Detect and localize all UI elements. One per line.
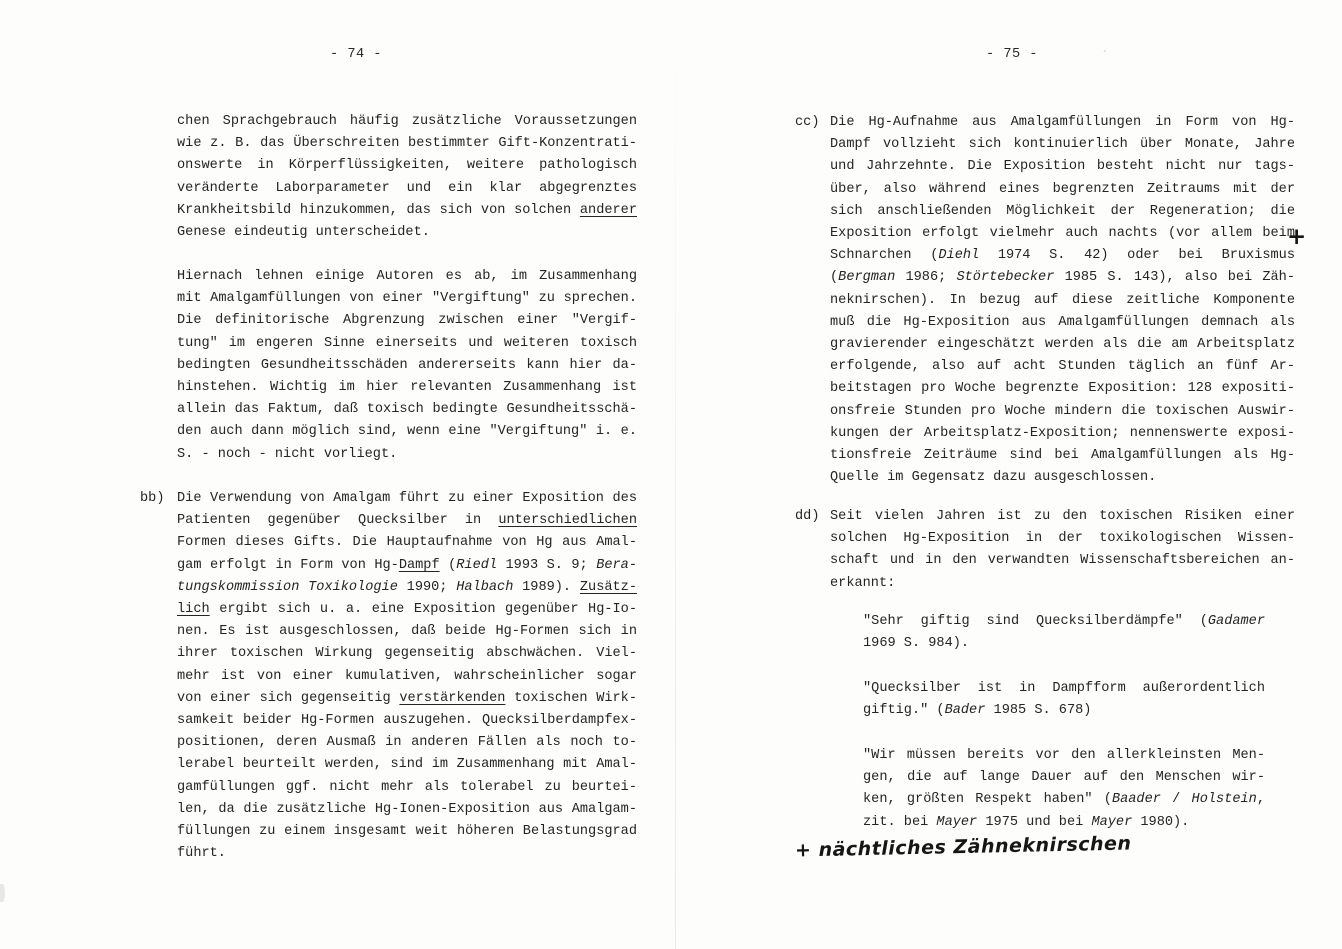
- text-line: den auch dann möglich sind, wenn eine "Vergiftung" i. e.: [177, 424, 637, 440]
- text-line: Genese eindeutig unterscheidet.: [177, 225, 430, 241]
- text-line: "Wir müssen bereits vor den allerkleinsten Men-: [863, 748, 1265, 763]
- text-line: 1969 S. 984).: [863, 636, 970, 652]
- text-line: chen Sprachgebrauch häufig zusätzliche Voraussetzungen: [177, 114, 637, 129]
- text-line: muß die Hg-Exposition aus Amalgamfüllungen demnach als: [830, 314, 1295, 330]
- text-line: schaft und in den verwandten Wissenschaftsbereichen an-: [830, 553, 1295, 569]
- text-line: giftig." (Bader 1985 S. 678): [863, 703, 1092, 719]
- text-line: Patienten gegenüber Quecksilber in unterschiedlichen: [177, 513, 637, 529]
- paragraph-label: dd): [795, 509, 820, 524]
- text-line: wie z. B. das Überschreiten bestimmter Gift-Konzentrati-: [177, 136, 637, 152]
- text-line: onsfreie Stunden pro Woche mindern die toxischen Auswir-: [830, 403, 1295, 419]
- text-line: onswerte in Körperflüssigkeiten, weitere pathologisch: [177, 158, 637, 174]
- page-number-75: - 75 -: [986, 47, 1038, 62]
- quote-bader: [863, 678, 1265, 722]
- paragraph-hiernach: [177, 266, 637, 466]
- text-line: positionen, deren Ausmaß in anderen Fällen als noch to-: [177, 735, 637, 751]
- text-line: über, also während eines begrenzten Zeitraums mit der: [830, 181, 1295, 197]
- text-line: füllungen zu einem insgesamt weit höheren Belastungsgrad: [177, 824, 637, 840]
- text-line: Hiernach lehnen einige Autoren es ab, im Zusammenhang: [177, 269, 637, 284]
- text-line: tionsfreie Zeiträume sind bei Amalgamfüllungen als Hg-: [830, 448, 1295, 464]
- paragraph-bb: [140, 488, 637, 865]
- text-line: gamfüllungen ggf. nicht mehr als tolerabel zu beurtei-: [177, 779, 637, 795]
- page-fold-line: [675, 0, 676, 949]
- text-line: Die definitorische Abgrenzung zwischen einer "Vergif-: [177, 313, 637, 329]
- text-line: erfolgende, also auf acht Stunden täglich an fünf Ar-: [830, 359, 1295, 375]
- text-line: solchen Hg-Exposition in der toxikologischen Wissen-: [830, 531, 1295, 547]
- paragraph-label: cc): [795, 115, 820, 130]
- text-line: Schnarchen (Diehl 1974 S. 42) oder bei Bruxismus: [830, 248, 1295, 264]
- stray-scan-mark: ´: [1098, 49, 1109, 63]
- text-line: Die Hg-Aufnahme aus Amalgamfüllungen in Form von Hg-: [830, 115, 1295, 130]
- text-line: ihrer toxischen Wirkung gegenseitig abschwächen. Viel-: [177, 646, 637, 662]
- text-line: veränderte Laborparameter und ein klar abgegrenztes: [177, 180, 637, 196]
- text-line: Die Verwendung von Amalgam führt zu einer Exposition des: [177, 491, 637, 506]
- text-line: gam erfolgt in Form von Hg-Dampf (Riedl 1993 S. 9; Bera-: [177, 557, 637, 573]
- quote-gadamer: [863, 611, 1265, 655]
- text-line: bedingten Gesundheitsschäden andererseits kann hier da-: [177, 357, 637, 373]
- page-number-74: - 74 -: [330, 47, 382, 62]
- paragraph-continuation: [177, 111, 637, 244]
- text-line: tung" im engeren Sinne einerseits und weiteren toxisch: [177, 335, 637, 351]
- text-line: Exposition erfolgt vielmehr auch nachts (vor allem beim: [830, 226, 1295, 242]
- paragraph-dd: [795, 506, 1295, 595]
- text-line: samkeit beider Hg-Formen auszugehen. Quecksilberdampfex-: [177, 713, 637, 729]
- text-line: tungskommission Toxikologie 1990; Halbach 1989). Zusätz-: [177, 579, 637, 595]
- text-line: zit. bei Mayer 1975 und bei Mayer 1980).: [863, 814, 1190, 830]
- handwritten-plus-mark: +: [1287, 224, 1307, 250]
- scan-edge-smudge: [0, 884, 5, 902]
- text-line: Quelle im Gegensatz dazu ausgeschlossen.: [830, 470, 1157, 486]
- text-line: neknirschen). In bezug auf diese zeitliche Komponente: [830, 292, 1295, 308]
- text-line: lerabel beurteilt werden, sind im Zusammenhang mit Amal-: [177, 757, 637, 773]
- text-line: gen, die auf lange Dauer auf den Menschen wir-: [863, 770, 1265, 786]
- text-line: und Jahrzehnte. Die Exposition besteht nicht nur tags-: [830, 159, 1295, 175]
- text-line: führt.: [177, 846, 226, 862]
- text-line: Krankheitsbild hinzukommen, das sich von solchen anderer: [177, 202, 637, 218]
- text-line: kungen der Arbeitsplatz-Exposition; nennenswerte exposi-: [830, 425, 1295, 441]
- text-line: (Bergman 1986; Störtebecker 1985 S. 143), also bei Zäh-: [830, 270, 1295, 286]
- text-line: "Quecksilber ist in Dampfform außerordentlich: [863, 681, 1265, 696]
- paragraph-cc: [795, 112, 1295, 489]
- text-line: Formen dieses Gifts. Die Hauptaufnahme von Hg aus Amal-: [177, 535, 637, 551]
- text-line: mehr ist von einer kumulativen, wahrscheinlicher sogar: [177, 668, 637, 684]
- text-line: von einer sich gegenseitig verstärkenden toxischen Wirk-: [177, 690, 637, 706]
- text-line: allein das Faktum, daß toxisch bedingte Gesundheitsschä-: [177, 402, 637, 418]
- paragraph-label: bb): [140, 491, 165, 506]
- text-line: len, da die zusätzliche Hg-Ionen-Exposition aus Amalgam-: [177, 801, 637, 817]
- text-line: sich anschließenden Möglichkeit der Regeneration; die: [830, 203, 1295, 219]
- text-line: beitstagen pro Woche begrenzte Exposition: 128 expositi-: [830, 381, 1295, 397]
- text-line: S. - noch - nicht vorliegt.: [177, 446, 398, 462]
- text-line: "Sehr giftig sind Quecksilberdämpfe" (Gadamer: [863, 614, 1265, 629]
- text-line: mit Amalgamfüllungen von einer "Vergiftung" zu sprechen.: [177, 291, 637, 307]
- quote-baader-holstein: [863, 745, 1265, 834]
- text-line: erkannt:: [830, 575, 896, 591]
- text-line: Dampf vollzieht sich kontinuierlich über Monate, Jahre: [830, 137, 1295, 153]
- text-line: ken, größten Respekt haben" (Baader / Holstein,: [863, 792, 1265, 808]
- text-line: hinstehen. Wichtig im hier relevanten Zusammenhang ist: [177, 380, 637, 396]
- text-line: gravierender eingeschätzt werden als die am Arbeitsplatz: [830, 337, 1295, 353]
- text-line: nen. Es ist ausgeschlossen, daß beide Hg-Formen sich in: [177, 624, 637, 640]
- text-line: Seit vielen Jahren ist zu den toxischen Risiken einer: [830, 509, 1295, 524]
- handwritten-note: + nächtliches Zähneknirschen: [794, 832, 1132, 862]
- text-line: lich ergibt sich u. a. eine Exposition gegenüber Hg-Io-: [177, 602, 637, 618]
